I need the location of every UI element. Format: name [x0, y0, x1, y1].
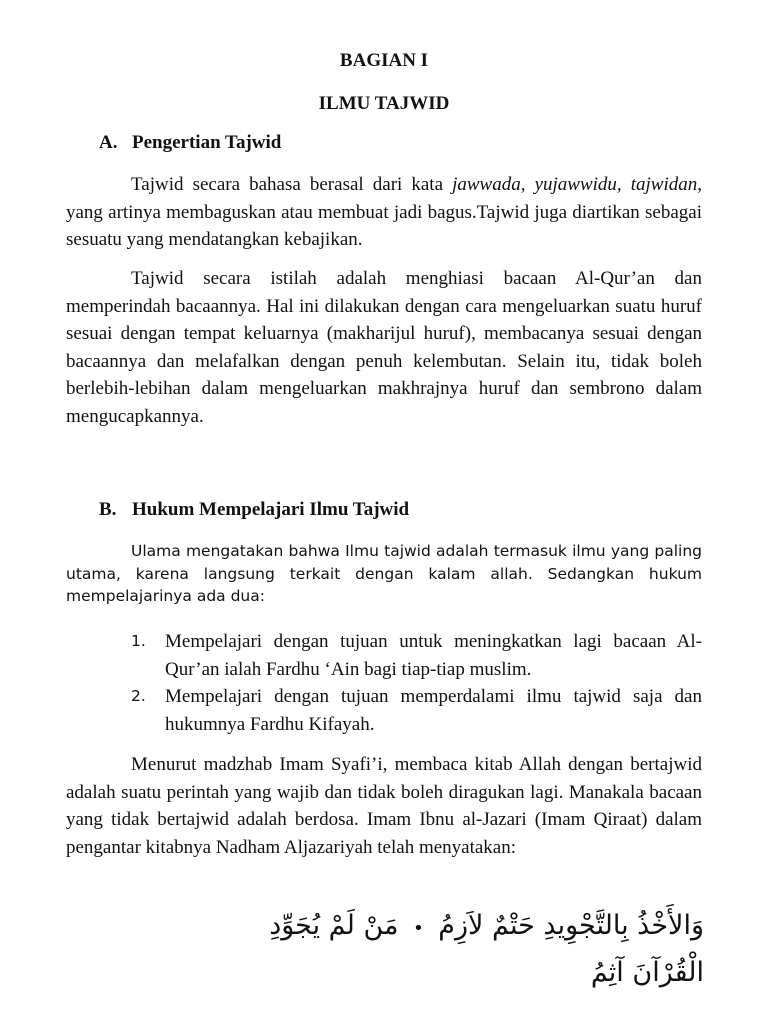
tajwid-definition-term: Tajwid secara istilah adalah menghiasi bacaan Al-Qur’an dan memperindah bacaannya. Hal ini dilakukan dengan cara mengeluarkan suatu huruf sesuai dengan tempat keluarnya (makharijul huruf), membacanya sesuai dengan bacaannya dan melafalkan dengan penuh kelembutan. Selain itu, tidak boleh berlebih-lebihan dalam mengeluarkan makhrajnya huruf dan sembrono dalam mengucapkannya. [66, 268, 702, 427]
section-a-title: Pengertian Tajwid [132, 132, 282, 153]
madzhab-paragraph: Menurut madzhab Imam Syafi’i, membaca kitab Allah dengan bertajwid adalah suatu perintah yang wajib dan tidak boleh diragukan lagi. Manakala bacaan yang tidak bertajwid adalah berdosa. Imam Ibnu al-Jazari (Imam Qiraat) dalam pengantar kitabnya Nadham Aljazariyah telah menyatakan: [66, 754, 702, 858]
part-title: BAGIAN I [339, 50, 429, 71]
tajwid-definition-language [66, 171, 702, 254]
section-b-letter: B. [99, 499, 117, 520]
section-a-letter: A. [99, 132, 118, 153]
law-list [131, 628, 702, 738]
list-item-text: Mempelajari dengan tujuan memperdalami ilmu tajwid saja dan hukumnya Fardhu Kifayah. [165, 686, 702, 735]
verse-first-half: وَالأَخْذُ بِالتَّجْوِيدِ حَتْمٌ لاَزِمُ [438, 910, 704, 941]
section-b-heading [99, 499, 409, 521]
list-item [131, 683, 702, 738]
verse-second-half: مَنْ لَمْ يُجَوِّدِ الْقُرْآنَ آثِمُ [269, 910, 704, 988]
list-item [131, 628, 702, 683]
verse-separator: • [413, 918, 424, 939]
p1-text-start: Tajwid secara bahasa berasal dari kata [131, 174, 453, 195]
list-item-text: Mempelajari dengan tujuan untuk meningkatkan lagi bacaan Al-Qur’an ialah Fardhu ‘Ain bagi tiap-tiap muslim. [165, 631, 702, 680]
section-b-intro: Ulama mengatakan bahwa Ilmu tajwid adalah termasuk ilmu yang paling utama, karena langsung terkait dengan kalam allah. Sedangkan hukum mempelajarinya ada dua: [66, 542, 702, 605]
section-b-title: Hukum Mempelajari Ilmu Tajwid [132, 499, 410, 520]
section-a-heading [99, 132, 281, 154]
chapter-title: ILMU TAJWID [318, 93, 450, 114]
list-item-number: 2. [131, 687, 146, 705]
arabic-verse [190, 904, 704, 995]
list-item-number: 1. [131, 632, 146, 650]
p1-italic-terms: jawwada, yujawwidu, tajwidan [452, 174, 698, 195]
p1-text-end: , yang artinya membaguskan atau membuat jadi bagus.Tajwid juga diartikan sebagai sesuatu yang mendatangkan kebajikan. [66, 174, 702, 250]
